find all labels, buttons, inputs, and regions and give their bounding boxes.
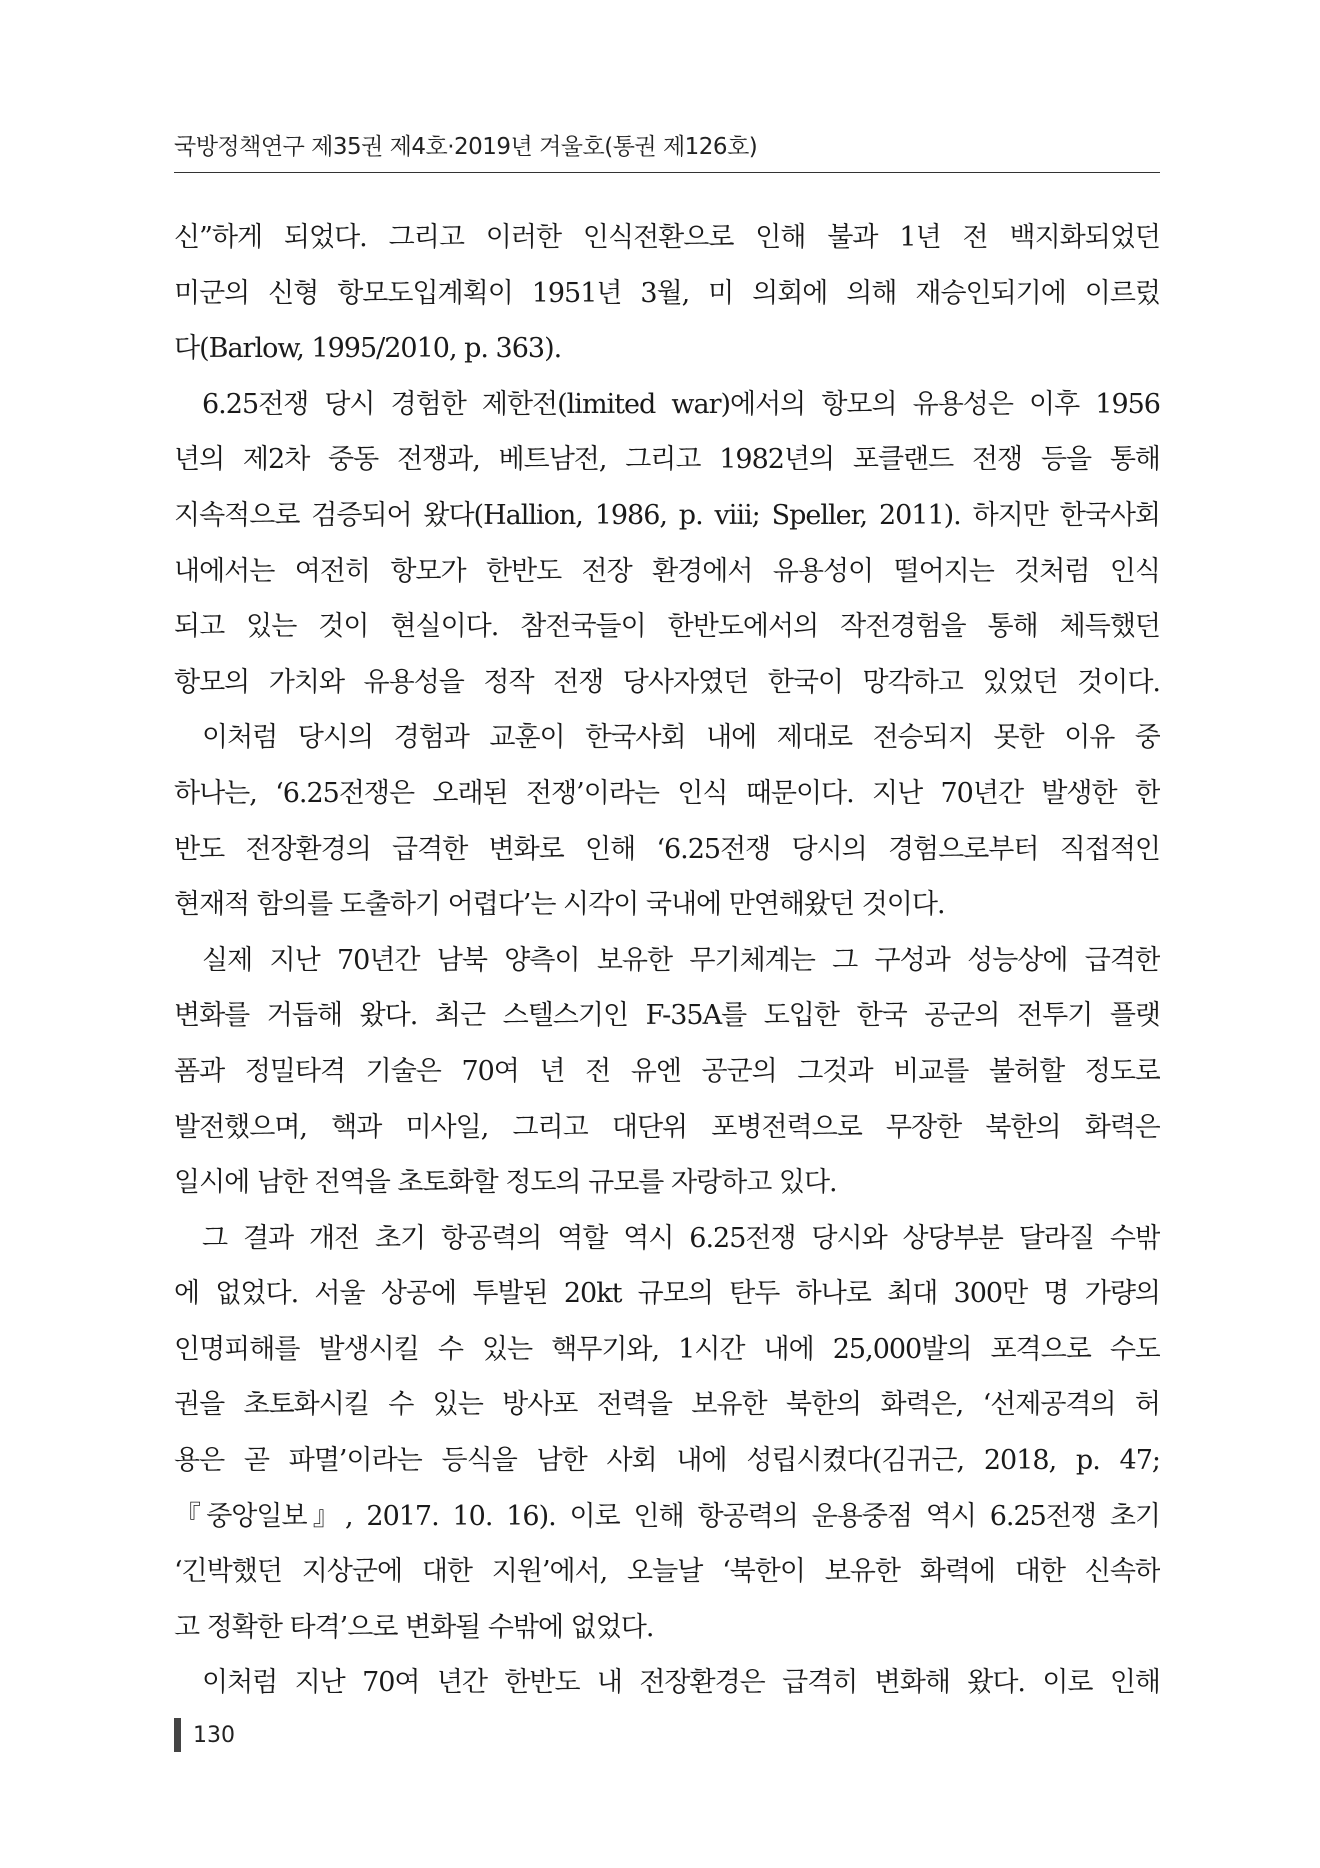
text-line: ‘긴박했던 지상군에 대한 지원’에서, 오늘날 ‘북한이 보유한 화력에 대한 신속하 <box>174 1556 1160 1588</box>
text-line: 하나는, ‘6.25전쟁은 오래된 전쟁’이라는 인식 때문이다. 지난 70년간 발생한 한 <box>174 777 1160 809</box>
page-folio <box>174 1718 235 1752</box>
text-line: 『중앙일보』, 2017. 10. 16). 이로 인해 항공력의 운용중점 역시 6.25전쟁 초기 <box>174 1500 1160 1532</box>
text-line: 일시에 남한 전역을 초토화할 정도의 규모를 자랑하고 있다. <box>174 1167 837 1199</box>
text-line: 미군의 신형 항모도입계획이 1951년 3월, 미 의회에 의해 재승인되기에 이르렀 <box>174 277 1160 309</box>
text-line: 반도 전장환경의 급격한 변화로 인해 ‘6.25전쟁 당시의 경험으로부터 직접적인 <box>174 833 1160 865</box>
text-line: 현재적 함의를 도출하기 어렵다’는 시각이 국내에 만연해왔던 것이다. <box>174 889 945 921</box>
text-line: 에 없었다. 서울 상공에 투발된 20kt 규모의 탄두 하나로 최대 300만 명 가량의 <box>174 1278 1160 1310</box>
text-line: 신”하게 되었다. 그리고 이러한 인식전환으로 인해 불과 1년 전 백지화되었던 <box>174 222 1160 253</box>
text-line: 인명피해를 발생시킬 수 있는 핵무기와, 1시간 내에 25,000발의 포격으로 수도 <box>174 1333 1160 1365</box>
text-line: 이처럼 지난 70여 년간 한반도 내 전장환경은 급격히 변화해 왔다. 이로 인해 <box>202 1667 1160 1699</box>
text-line: 지속적으로 검증되어 왔다(Hallion, 1986, p. viii; Speller, 2011). 하지만 한국사회 <box>174 499 1160 531</box>
text-line: 내에서는 여전히 항모가 한반도 전장 환경에서 유용성이 떨어지는 것처럼 인식 <box>174 555 1160 587</box>
text-line: 고 정확한 타격’으로 변화될 수밖에 없었다. <box>174 1611 654 1643</box>
text-line: 그 결과 개전 초기 항공력의 역할 역시 6.25전쟁 당시와 상당부분 달라질 수밖 <box>202 1222 1160 1254</box>
text-line: 권을 초토화시킬 수 있는 방사포 전력을 보유한 북한의 화력은, ‘선제공격의 허 <box>174 1389 1160 1421</box>
text-line: 발전했으며, 핵과 미사일, 그리고 대단위 포병전력으로 무장한 북한의 화력은 <box>174 1111 1160 1143</box>
text-line: 이처럼 당시의 경험과 교훈이 한국사회 내에 제대로 전승되지 못한 이유 중 <box>202 722 1160 754</box>
text-line: 되고 있는 것이 현실이다. 참전국들이 한반도에서의 작전경험을 통해 체득했던 <box>174 611 1160 643</box>
text-line: 항모의 가치와 유용성을 정작 전쟁 당사자였던 한국이 망각하고 있었던 것이다. <box>174 666 1160 698</box>
text-line: 년의 제2차 중동 전쟁과, 베트남전, 그리고 1982년의 포클랜드 전쟁 등을 통해 <box>174 444 1160 476</box>
running-header: 국방정책연구 제35권 제4호·2019년 겨울호(통권 제126호) <box>174 134 758 160</box>
text-line: 폼과 정밀타격 기술은 70여 년 전 유엔 공군의 그것과 비교를 불허할 정도로 <box>174 1055 1160 1087</box>
text-line: 다(Barlow, 1995/2010, p. 363). <box>174 333 562 365</box>
text-line: 실제 지난 70년간 남북 양측이 보유한 무기체계는 그 구성과 성능상에 급격한 <box>202 944 1160 976</box>
text-line: 용은 곧 파멸’이라는 등식을 남한 사회 내에 성립시켰다(김귀근, 2018, p. 47; <box>174 1445 1160 1477</box>
body-text <box>174 218 1160 1719</box>
text-line: 6.25전쟁 당시 경험한 제한전(limited war)에서의 항모의 유용성은 이후 1956 <box>202 388 1160 420</box>
folio-bar <box>174 1718 181 1752</box>
page-number: 130 <box>193 1722 235 1748</box>
header-rule <box>174 172 1160 173</box>
text-line: 변화를 거듭해 왔다. 최근 스텔스기인 F-35A를 도입한 한국 공군의 전투기 플랫 <box>174 1000 1160 1032</box>
